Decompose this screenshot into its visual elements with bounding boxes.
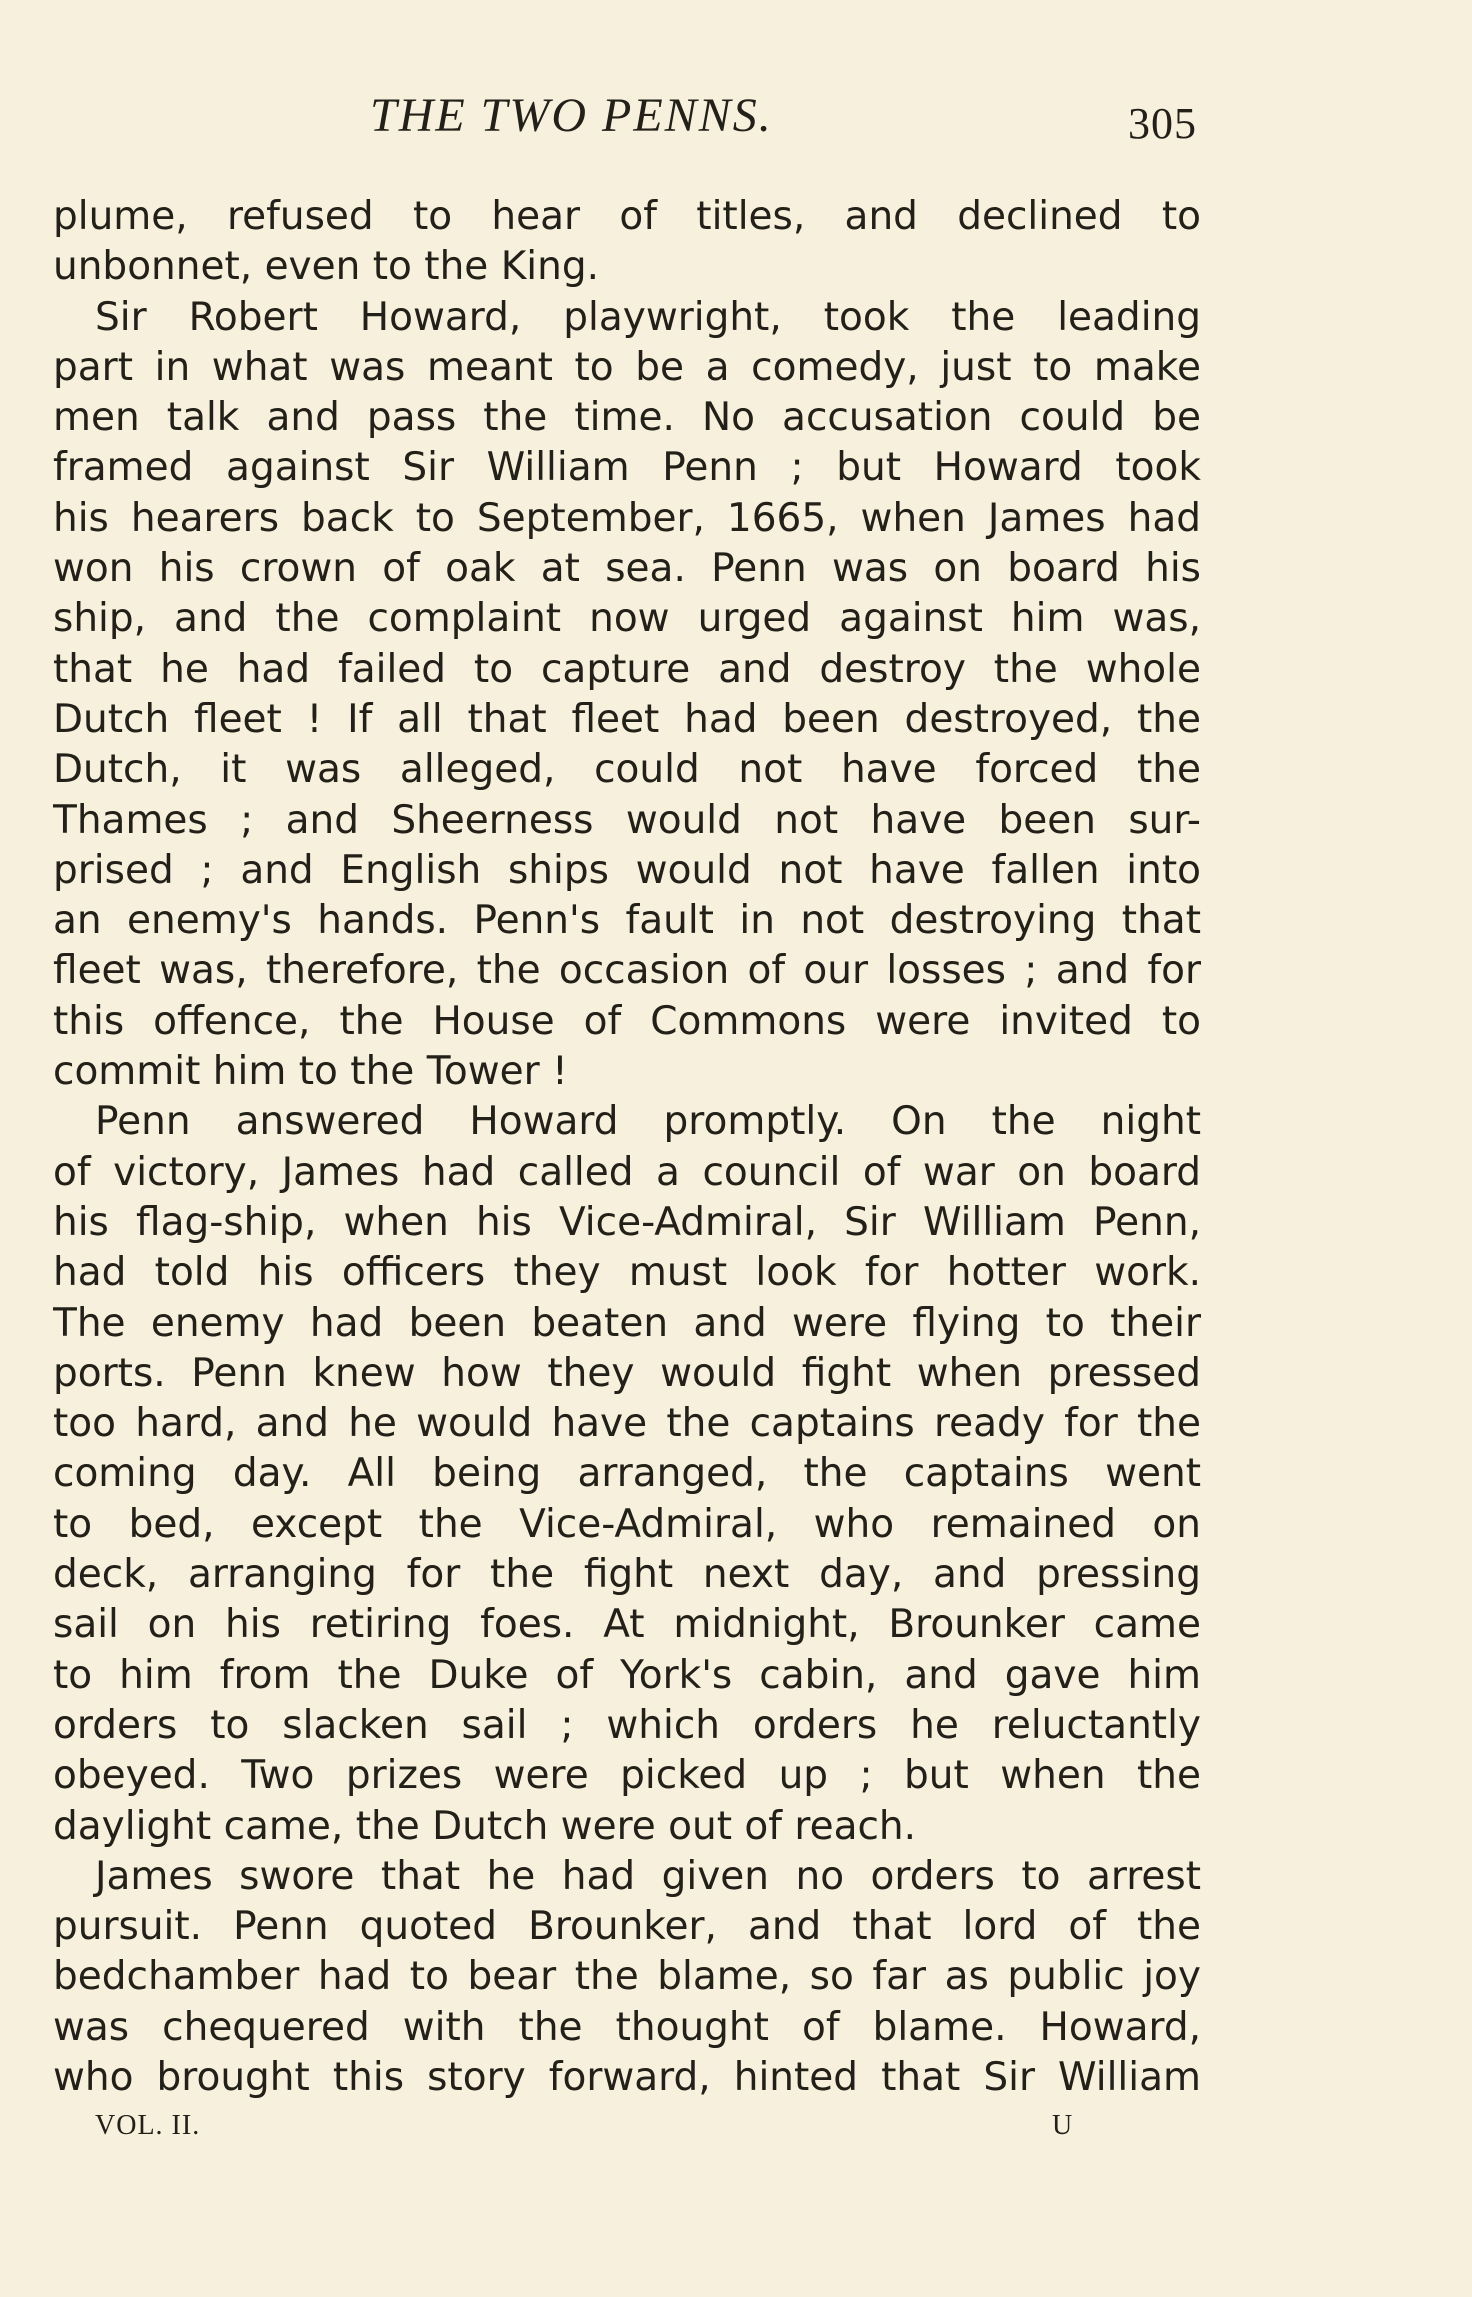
body-text [53,192,1201,2103]
text-line: The enemy had been beaten and were flying to their [53,1300,1201,1346]
text-line: part in what was meant to be a comedy, just to make [53,344,1201,390]
page-footer [0,2110,1472,2160]
text-line: ship, and the complaint now urged against him was, [53,596,1201,642]
text-line: to him from the Duke of York's cabin, and gave him [53,1652,1201,1698]
text-line: Sir Robert Howard, playwright, took the leading [95,294,1201,340]
signature-mark: U [1052,2110,1074,2141]
text-line: Penn answered Howard promptly. On the night [95,1099,1201,1145]
text-line: commit him to the Tower ! [53,1049,568,1095]
text-line: had told his officers they must look for hotter work. [53,1250,1201,1296]
text-line: that he had failed to capture and destroy the whole [53,646,1201,692]
text-line: too hard, and he would have the captains ready for the [53,1401,1201,1447]
text-line: daylight came, the Dutch were out of reach. [53,1803,917,1849]
text-line: plume, refused to hear of titles, and declined to [53,194,1201,239]
text-line: fleet was, therefore, the occasion of our losses ; and for [53,948,1201,994]
text-line: who brought this story forward, hinted that Sir William [53,2054,1201,2100]
running-head [0,88,1472,158]
text-line: of victory, James had called a council of war on board [53,1149,1201,1195]
text-line: men talk and pass the time. No accusation could be [53,395,1201,441]
text-line: his hearers back to September, 1665, when James had [53,495,1201,541]
text-line: ports. Penn knew how they would fight when pressed [53,1350,1201,1396]
text-line: won his crown of oak at sea. Penn was on board his [53,546,1201,592]
page-number: 305 [1128,99,1197,148]
text-line: unbonnet, even to the King. [53,244,599,290]
text-line: coming day. All being arranged, the captains went [53,1451,1201,1497]
text-line: prised ; and English ships would not have fallen into [53,847,1201,893]
text-line: an enemy's hands. Penn's fault in not destroying that [53,898,1201,944]
text-line: orders to slacken sail ; which orders he reluctantly [53,1702,1201,1748]
text-line: Dutch fleet ! If all that fleet had been destroyed, the [53,696,1201,742]
text-line: sail on his retiring foes. At midnight, Brounker came [53,1602,1201,1648]
text-line: was chequered with the thought of blame. Howard, [53,2004,1201,2050]
text-line: James swore that he had given no orders to arrest [95,1853,1201,1899]
text-line: obeyed. Two prizes were picked up ; but when the [53,1753,1201,1799]
volume-label: VOL. II. [95,2110,201,2141]
text-line: deck, arranging for the fight next day, and pressing [53,1552,1201,1598]
text-line: to bed, except the Vice-Admiral, who remained on [53,1501,1201,1547]
text-line: pursuit. Penn quoted Brounker, and that lord of the [53,1904,1201,1950]
text-line: this offence, the House of Commons were invited to [53,998,1201,1044]
text-line: Dutch, it was alleged, could not have forced the [53,747,1201,793]
text-line: his flag-ship, when his Vice-Admiral, Sir William Penn, [53,1199,1201,1245]
text-line: Thames ; and Sheerness would not have been sur- [53,797,1201,843]
text-line: bedchamber had to bear the blame, so far as public joy [53,1954,1201,2000]
running-title: THE TWO PENNS. [370,89,773,142]
text-line: framed against Sir William Penn ; but Howard took [53,445,1201,491]
